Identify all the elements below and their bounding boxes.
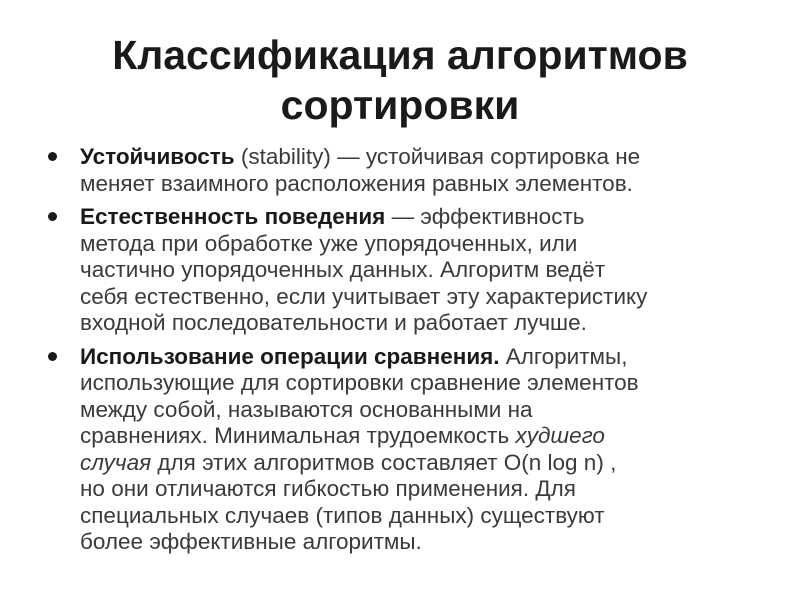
bullet-term: Естественность поведения [80,204,386,229]
bullet-line: но они отличаются гибкостью применения. Для [80,476,576,501]
bullet-term: Устойчивость [80,144,235,169]
bullet-list [48,144,760,563]
bullet-italic-text: худшего [515,423,605,448]
bullet-comparison [48,344,760,556]
bullet-line: специальных случаев (типов данных) существуют [80,502,605,528]
bullet-term: Использование операции сравнения. [80,343,500,369]
bullet-line: между собой, называются основанными на [80,396,533,422]
bullet-dot-icon [48,212,57,221]
slide-title [0,30,800,130]
bullet-natural-behavior [48,204,760,337]
bullet-text: для этих алгоритмов составляет O(n log n) , [151,449,617,475]
bullet-text: сравнениях. Минимальная трудоемкость [80,423,516,448]
bullet-line: входной последовательности и работает лучше. [80,310,587,335]
bullet-line [80,144,760,171]
bullet-italic-text: случая [80,449,152,475]
bullet-line: себя естественно, если учитывает эту характеристику [80,283,648,309]
title-line-2: сортировки [280,82,520,128]
bullet-text: (stability) — устойчивая сортировка не [234,144,641,169]
bullet-stability [48,144,760,197]
bullet-text: Алгоритмы, [499,343,628,369]
bullet-line: более эффективные алгоритмы. [80,529,422,554]
bullet-line: меняет взаимного расположения равных элементов. [80,170,633,196]
bullet-line [80,204,760,231]
bullet-line: использующие для сортировки сравнение элементов [80,370,639,395]
bullet-line [80,450,760,477]
bullet-line [80,344,760,371]
bullet-text: — эффективность [385,204,585,229]
bullet-line [80,423,760,450]
bullet-dot-icon [48,152,57,161]
bullet-dot-icon [48,352,57,361]
bullet-line: частично упорядоченных данных. Алгоритм ведёт [80,257,606,282]
bullet-line: метода при обработке уже упорядоченных, или [80,230,578,256]
title-line-1: Классификация алгоритмов [112,32,688,78]
